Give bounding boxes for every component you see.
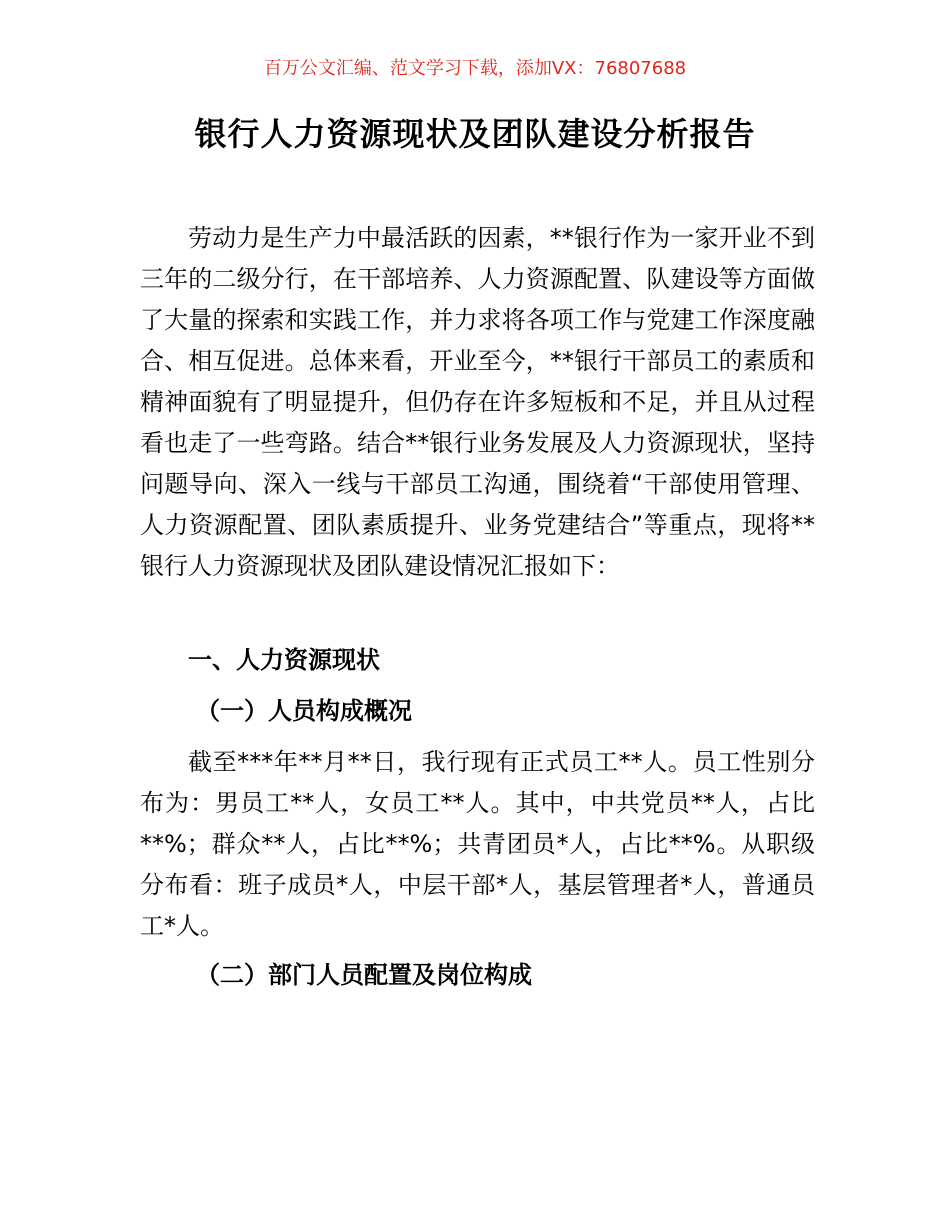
promo-header: 百万公文汇编、范文学习下载，添加VX：76807688 — [263, 58, 687, 79]
staff-composition-paragraph: 截至***年**月**日，我行现有正式员工**人。员工性别分布为：男员工**人，女员工**人。其中，中共党员**人，占比**%；群众**人，占比**%；共青团员*人，占比**%。从职级分布看：班子成员*人，中层干部*人，基层管理者*人，普通员工*人。 — [140, 748, 815, 940]
subsection-heading-staff-composition: （一）人员构成概况 — [196, 697, 412, 725]
subsection-heading-department-staffing: （二）部门人员配置及岗位构成 — [196, 961, 532, 989]
section-heading-hr-status: 一、人力资源现状 — [188, 646, 380, 674]
document-title: 银行人力资源现状及团队建设分析报告 — [194, 115, 756, 153]
intro-paragraph: 劳动力是生产力中最活跃的因素，**银行作为一家开业不到三年的二级分行，在干部培养、人力资源配置、队建设等方面做了大量的探索和实践工作，并力求将各项工作与党建工作深度融合、相互促进。总体来看，开业至今，**银行干部员工的素质和精神面貌有了明显提升，但仍存在许多短板和不足，并且从过程看也走了一些弯路。结合**银行业务发展及人力资源现状，坚持问题导向、深入一线与干部员工沟通，围绕着“干部使用管理、人力资源配置、团队素质提升、业务党建结合”等重点，现将**银行人力资源现状及团队建设情况汇报如下： — [140, 224, 815, 580]
